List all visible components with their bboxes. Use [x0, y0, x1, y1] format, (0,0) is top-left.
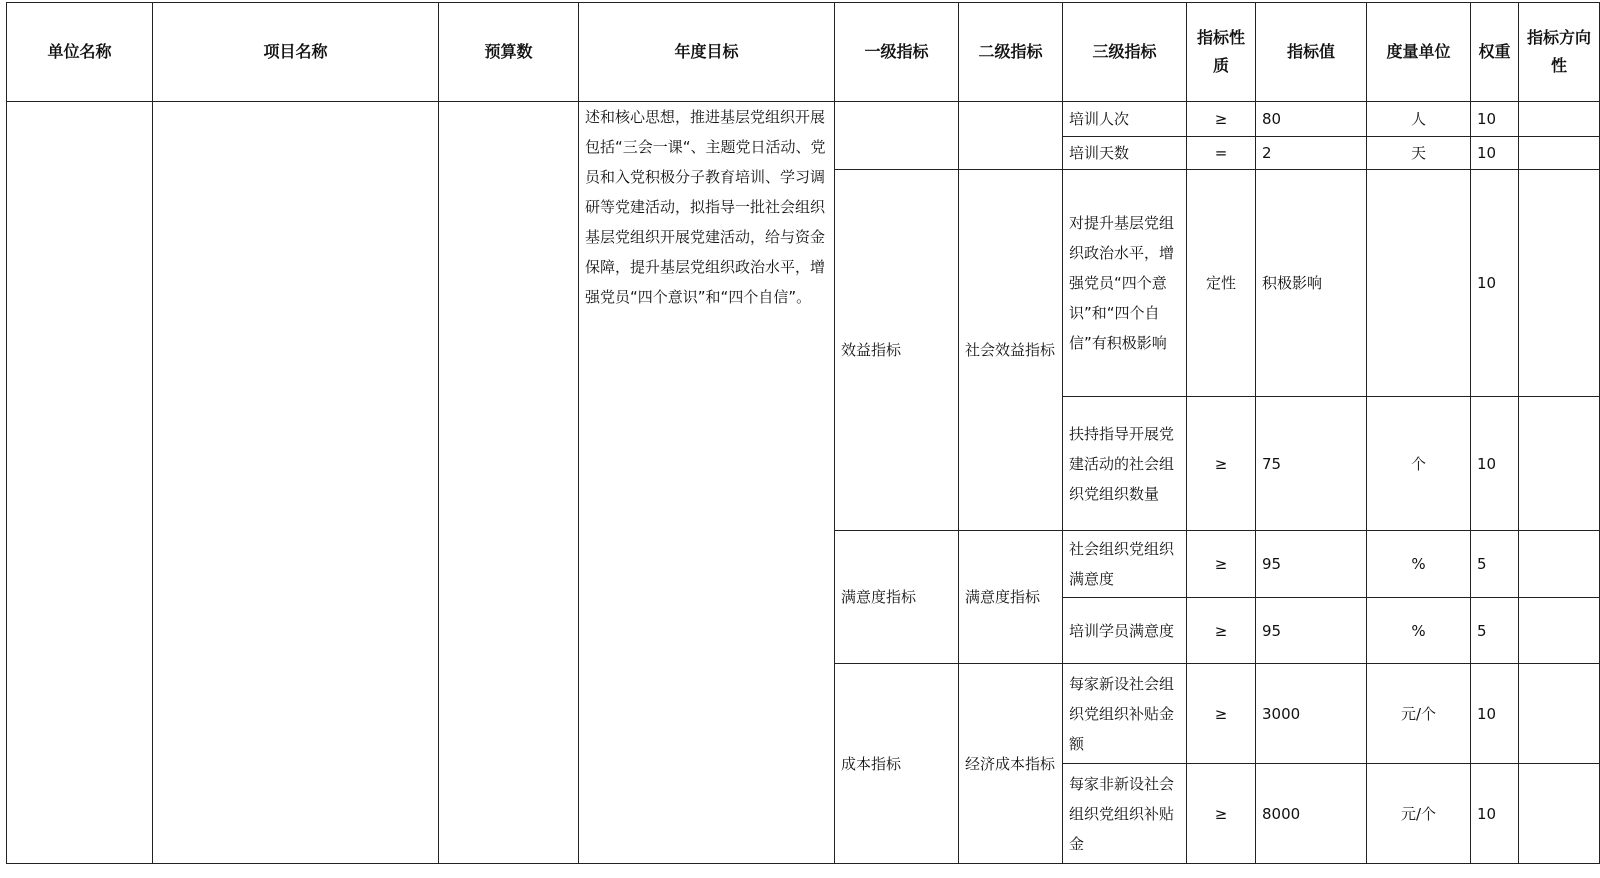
weight-cell: 10	[1471, 170, 1519, 397]
weight-cell: 10	[1471, 397, 1519, 531]
nature-cell: ≥	[1187, 764, 1256, 864]
value-cell: 75	[1256, 397, 1367, 531]
weight-cell: 5	[1471, 598, 1519, 664]
unit-name-cell	[7, 102, 153, 864]
level1-satisfaction: 满意度指标	[835, 531, 959, 664]
budget-cell	[439, 102, 579, 864]
weight-cell: 10	[1471, 664, 1519, 764]
unit-cell: %	[1367, 598, 1471, 664]
header-level3: 三级指标	[1063, 3, 1187, 102]
level2-satisfaction: 满意度指标	[959, 531, 1063, 664]
value-cell: 积极影响	[1256, 170, 1367, 397]
nature-cell: =	[1187, 137, 1256, 170]
level3-cell: 社会组织党组织满意度	[1063, 531, 1187, 598]
direction-cell	[1519, 137, 1600, 170]
header-budget: 预算数	[439, 3, 579, 102]
weight-cell: 10	[1471, 137, 1519, 170]
unit-cell: %	[1367, 531, 1471, 598]
level2-benefit: 社会效益指标	[959, 170, 1063, 531]
weight-cell: 10	[1471, 764, 1519, 864]
unit-cell: 元/个	[1367, 664, 1471, 764]
header-direction: 指标方向性	[1519, 3, 1600, 102]
direction-cell	[1519, 598, 1600, 664]
header-nature: 指标性质	[1187, 3, 1256, 102]
level1-benefit: 效益指标	[835, 170, 959, 531]
level3-cell: 培训天数	[1063, 137, 1187, 170]
value-cell: 3000	[1256, 664, 1367, 764]
level2-cost: 经济成本指标	[959, 664, 1063, 864]
direction-cell	[1519, 102, 1600, 137]
value-cell: 2	[1256, 137, 1367, 170]
header-value: 指标值	[1256, 3, 1367, 102]
value-cell: 95	[1256, 531, 1367, 598]
level1-cell-empty	[835, 102, 959, 170]
value-cell: 80	[1256, 102, 1367, 137]
direction-cell	[1519, 764, 1600, 864]
header-level2: 二级指标	[959, 3, 1063, 102]
level1-cost: 成本指标	[835, 664, 959, 864]
nature-cell: ≥	[1187, 102, 1256, 137]
level3-cell: 对提升基层党组织政治水平，增强党员“四个意识”和“四个自信”有积极影响	[1063, 170, 1187, 397]
nature-cell: 定性	[1187, 170, 1256, 397]
level3-cell: 培训人次	[1063, 102, 1187, 137]
direction-cell	[1519, 664, 1600, 764]
header-row	[7, 3, 1600, 102]
direction-cell	[1519, 531, 1600, 598]
weight-cell: 5	[1471, 531, 1519, 598]
level3-cell: 每家新设社会组织党组织补贴金额	[1063, 664, 1187, 764]
nature-cell: ≥	[1187, 397, 1256, 531]
nature-cell: ≥	[1187, 531, 1256, 598]
direction-cell	[1519, 170, 1600, 397]
unit-cell: 人	[1367, 102, 1471, 137]
level3-cell: 每家非新设社会组织党组织补贴金	[1063, 764, 1187, 864]
header-project-name: 项目名称	[153, 3, 439, 102]
header-weight: 权重	[1471, 3, 1519, 102]
direction-cell	[1519, 397, 1600, 531]
project-name-cell	[153, 102, 439, 864]
header-level1: 一级指标	[835, 3, 959, 102]
nature-cell: ≥	[1187, 598, 1256, 664]
annual-goal-text: 述和核心思想，推进基层党组织开展包括“三会一课“、主题党日活动、党员和入党积极分子教育培训、学习调研等党建活动，拟指导一批社会组织基层党组织开展党建活动，给与资金保障，提升基层党组织政治水平，增强党员“四个意识”和“四个自信”。	[579, 102, 835, 864]
level3-cell: 扶持指导开展党建活动的社会组织党组织数量	[1063, 397, 1187, 531]
level2-cell-empty	[959, 102, 1063, 170]
unit-cell: 天	[1367, 137, 1471, 170]
header-annual-goal: 年度目标	[579, 3, 835, 102]
value-cell: 95	[1256, 598, 1367, 664]
unit-cell: 个	[1367, 397, 1471, 531]
value-cell: 8000	[1256, 764, 1367, 864]
table-row	[7, 102, 1600, 137]
unit-cell	[1367, 170, 1471, 397]
header-unit-name: 单位名称	[7, 3, 153, 102]
weight-cell: 10	[1471, 102, 1519, 137]
performance-table	[6, 2, 1600, 864]
header-unit: 度量单位	[1367, 3, 1471, 102]
unit-cell: 元/个	[1367, 764, 1471, 864]
nature-cell: ≥	[1187, 664, 1256, 764]
level3-cell: 培训学员满意度	[1063, 598, 1187, 664]
